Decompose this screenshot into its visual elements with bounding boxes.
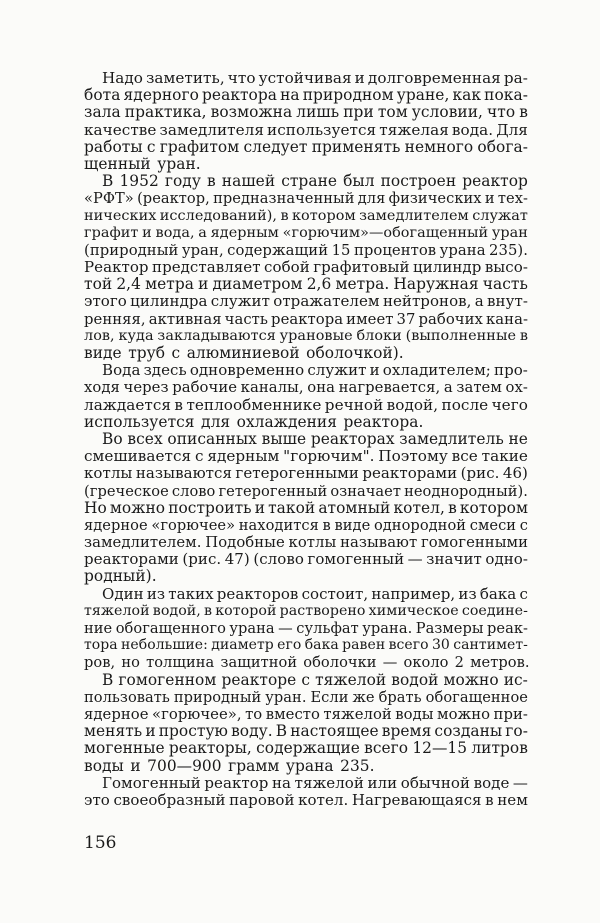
text-line: Но можно построить и такой атомный котел, в котором (84, 498, 528, 517)
text-line: качестве замедлителя используется тяжелая вода. Для (84, 120, 528, 139)
text-line: (природный уран, содержащий 15 процентов урана 235). (84, 241, 528, 259)
text-line: тора небольшие: диаметр его бака равен всего 30 сантимет- (84, 637, 528, 654)
text-line: реакторами (рис. 47) (слово гомогенный — значит одно- (84, 550, 528, 569)
text-line: ров, но толщина защитной оболочки — около 2 метров. (84, 654, 530, 672)
text-line: этого цилиндра служит отражателем нейтронов, а внут- (84, 292, 528, 311)
text-line: ядерное «горючее», то вместо тяжелой воды можно при- (84, 705, 528, 723)
text-line: замедлителем. Подобные котлы называют гомогенными (84, 534, 528, 552)
text-line: ние обогащенного урана — сульфат урана. Размеры реак- (84, 620, 528, 637)
text-line: той 2,4 метра и диаметром 2,6 метра. Наружная часть (84, 275, 528, 294)
text-line: воды и 700—900 грамм урана 235. (84, 756, 375, 775)
text-line: используется для охлаждения реактора. (84, 412, 424, 431)
text-line: котлы называются гетерогенными реакторами (рис. 46) (84, 464, 528, 483)
text-line: бота ядерного реактора на природном уране, как пока- (84, 86, 528, 105)
text-line: виде труб с алюминиевой оболочкой). (84, 344, 404, 362)
text-line: Вода здесь одновременно служит и охладителем; про- (102, 361, 528, 380)
text-line: тяжелой водой, в которой растворено химическое соедине- (84, 602, 528, 619)
text-line: Гомогенный реактор на тяжелой или обычной воде — (102, 773, 528, 792)
text-line: «РФТ» (реактор, предназначенный для физических и тех- (84, 190, 528, 208)
text-line: родный). (84, 567, 157, 586)
text-line: щенный уран. (84, 154, 201, 173)
text-line: менять и простую воду. В настоящее время созданы го- (84, 722, 528, 741)
text-line: В 1952 году в нашей стране был построен реактор (102, 172, 528, 191)
text-line: могенные реакторы, содержащие всего 12—15 литров (84, 739, 528, 758)
text-line: работы с графитом следует применять немного обога- (84, 137, 528, 156)
text-line: Один из таких реакторов состоит, например, из бака с (102, 584, 528, 603)
text-line: ядерное «горючее» находится в виде однородной смеси с (84, 516, 528, 534)
text-line: В гомогенном реакторе с тяжелой водой можно ис- (102, 670, 528, 689)
text-line: Во всех описанных выше реакторах замедлитель не (102, 429, 528, 448)
body-text (84, 70, 528, 809)
text-line: лаждается в теплообменнике речной водой, после чего (84, 395, 528, 414)
text-line: ходя через рабочие каналы, она нагревается, а затем ох- (84, 379, 528, 397)
text-line: смешивается с ядерным "горючим". Поэтому все такие (84, 447, 528, 466)
text-line: пользовать природный уран. Если же брать обогащенное (84, 688, 528, 706)
text-line: нических исследований), в котором замедлителем служат (84, 207, 528, 224)
text-line: (греческое слово гетерогенный означает неоднородный). (84, 482, 528, 500)
text-line: Реактор представляет собой графитовый цилиндр высо- (84, 258, 528, 277)
text-line: лов, куда закладываются урановые блоки (выполненные в (84, 327, 528, 344)
text-line: графит и вода, а ядерным «горючим»—обогащенный уран (84, 224, 528, 241)
text-line: это своеобразный паровой котел. Нагревающаяся в нем (84, 790, 528, 809)
text-line: ренняя, активная часть реактора имеет 37 рабочих кана- (84, 310, 528, 328)
page-number: 156 (84, 833, 117, 853)
text-line: зала практика, возможна лишь при том условии, что в (84, 103, 528, 122)
text-line: Надо заметить, что устойчивая и долговременная ра- (102, 69, 528, 87)
